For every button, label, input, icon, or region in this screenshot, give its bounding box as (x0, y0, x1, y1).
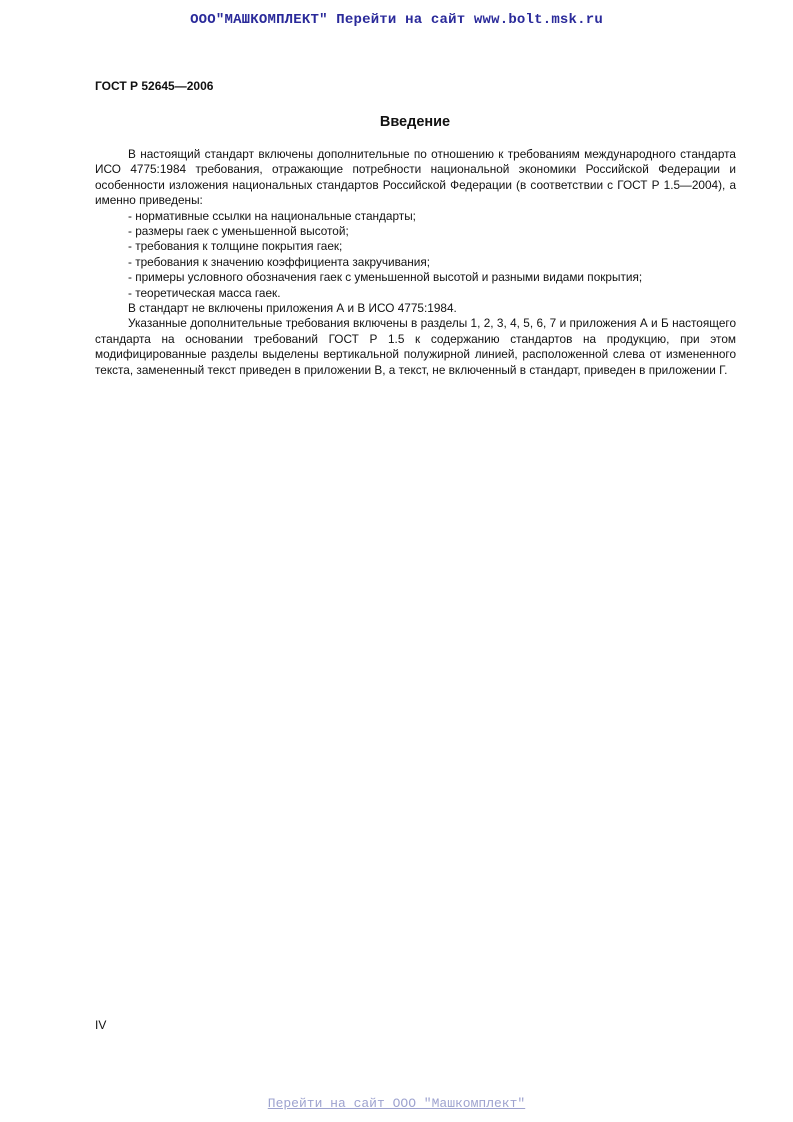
sections-paragraph: Указанные дополнительные требования включены в разделы 1, 2, 3, 4, 5, 6, 7 и приложения А и Б настоящего стандарта на основании требований ГОСТ Р 1.5 к содержанию стандартов на продукцию, при этом модифицированные разделы выделены вертикальной полужирной линией, расположенной слева от измененного текста, замененный текст приведен в приложении В, а текст, не включенный в стандарт, приведен в приложении Г. (95, 316, 736, 377)
document-body (95, 147, 736, 378)
list-item: - нормативные ссылки на национальные стандарты; (128, 208, 416, 223)
list-item: - размеры гаек с уменьшенной высотой; (128, 224, 349, 239)
list-item: - примеры условного обозначения гаек с уменьшенной высотой и разными видами покрытия; (128, 270, 643, 285)
requirements-list (95, 209, 736, 301)
annexes-paragraph: В стандарт не включены приложения А и В ИСО 4775:1984. (128, 301, 457, 316)
list-item: - требования к толщине покрытия гаек; (128, 239, 343, 254)
site-link-top[interactable]: ООО"МАШКОМПЛЕКТ" Перейти на сайт www.bolt.msk.ru (190, 12, 603, 28)
page-number: IV (95, 1018, 107, 1032)
section-title: Введение (379, 114, 451, 130)
intro-paragraph: В настоящий стандарт включены дополнительные по отношению к требованиям международного стандарта ИСО 4775:1984 требования, отражающие потребности национальной экономики Российской Федерации и особенности изложения национальных стандартов Российской Федерации (в соответствии с ГОСТ Р 1.5—2004), а именно приведены: (95, 147, 736, 208)
list-item: - требования к значению коэффициента закручивания; (128, 254, 431, 269)
site-link-bottom[interactable]: Перейти на сайт ООО "Машкомплект" (267, 1096, 526, 1111)
document-code: ГОСТ Р 52645—2006 (95, 79, 214, 93)
list-item: - теоретическая масса гаек. (128, 285, 281, 300)
